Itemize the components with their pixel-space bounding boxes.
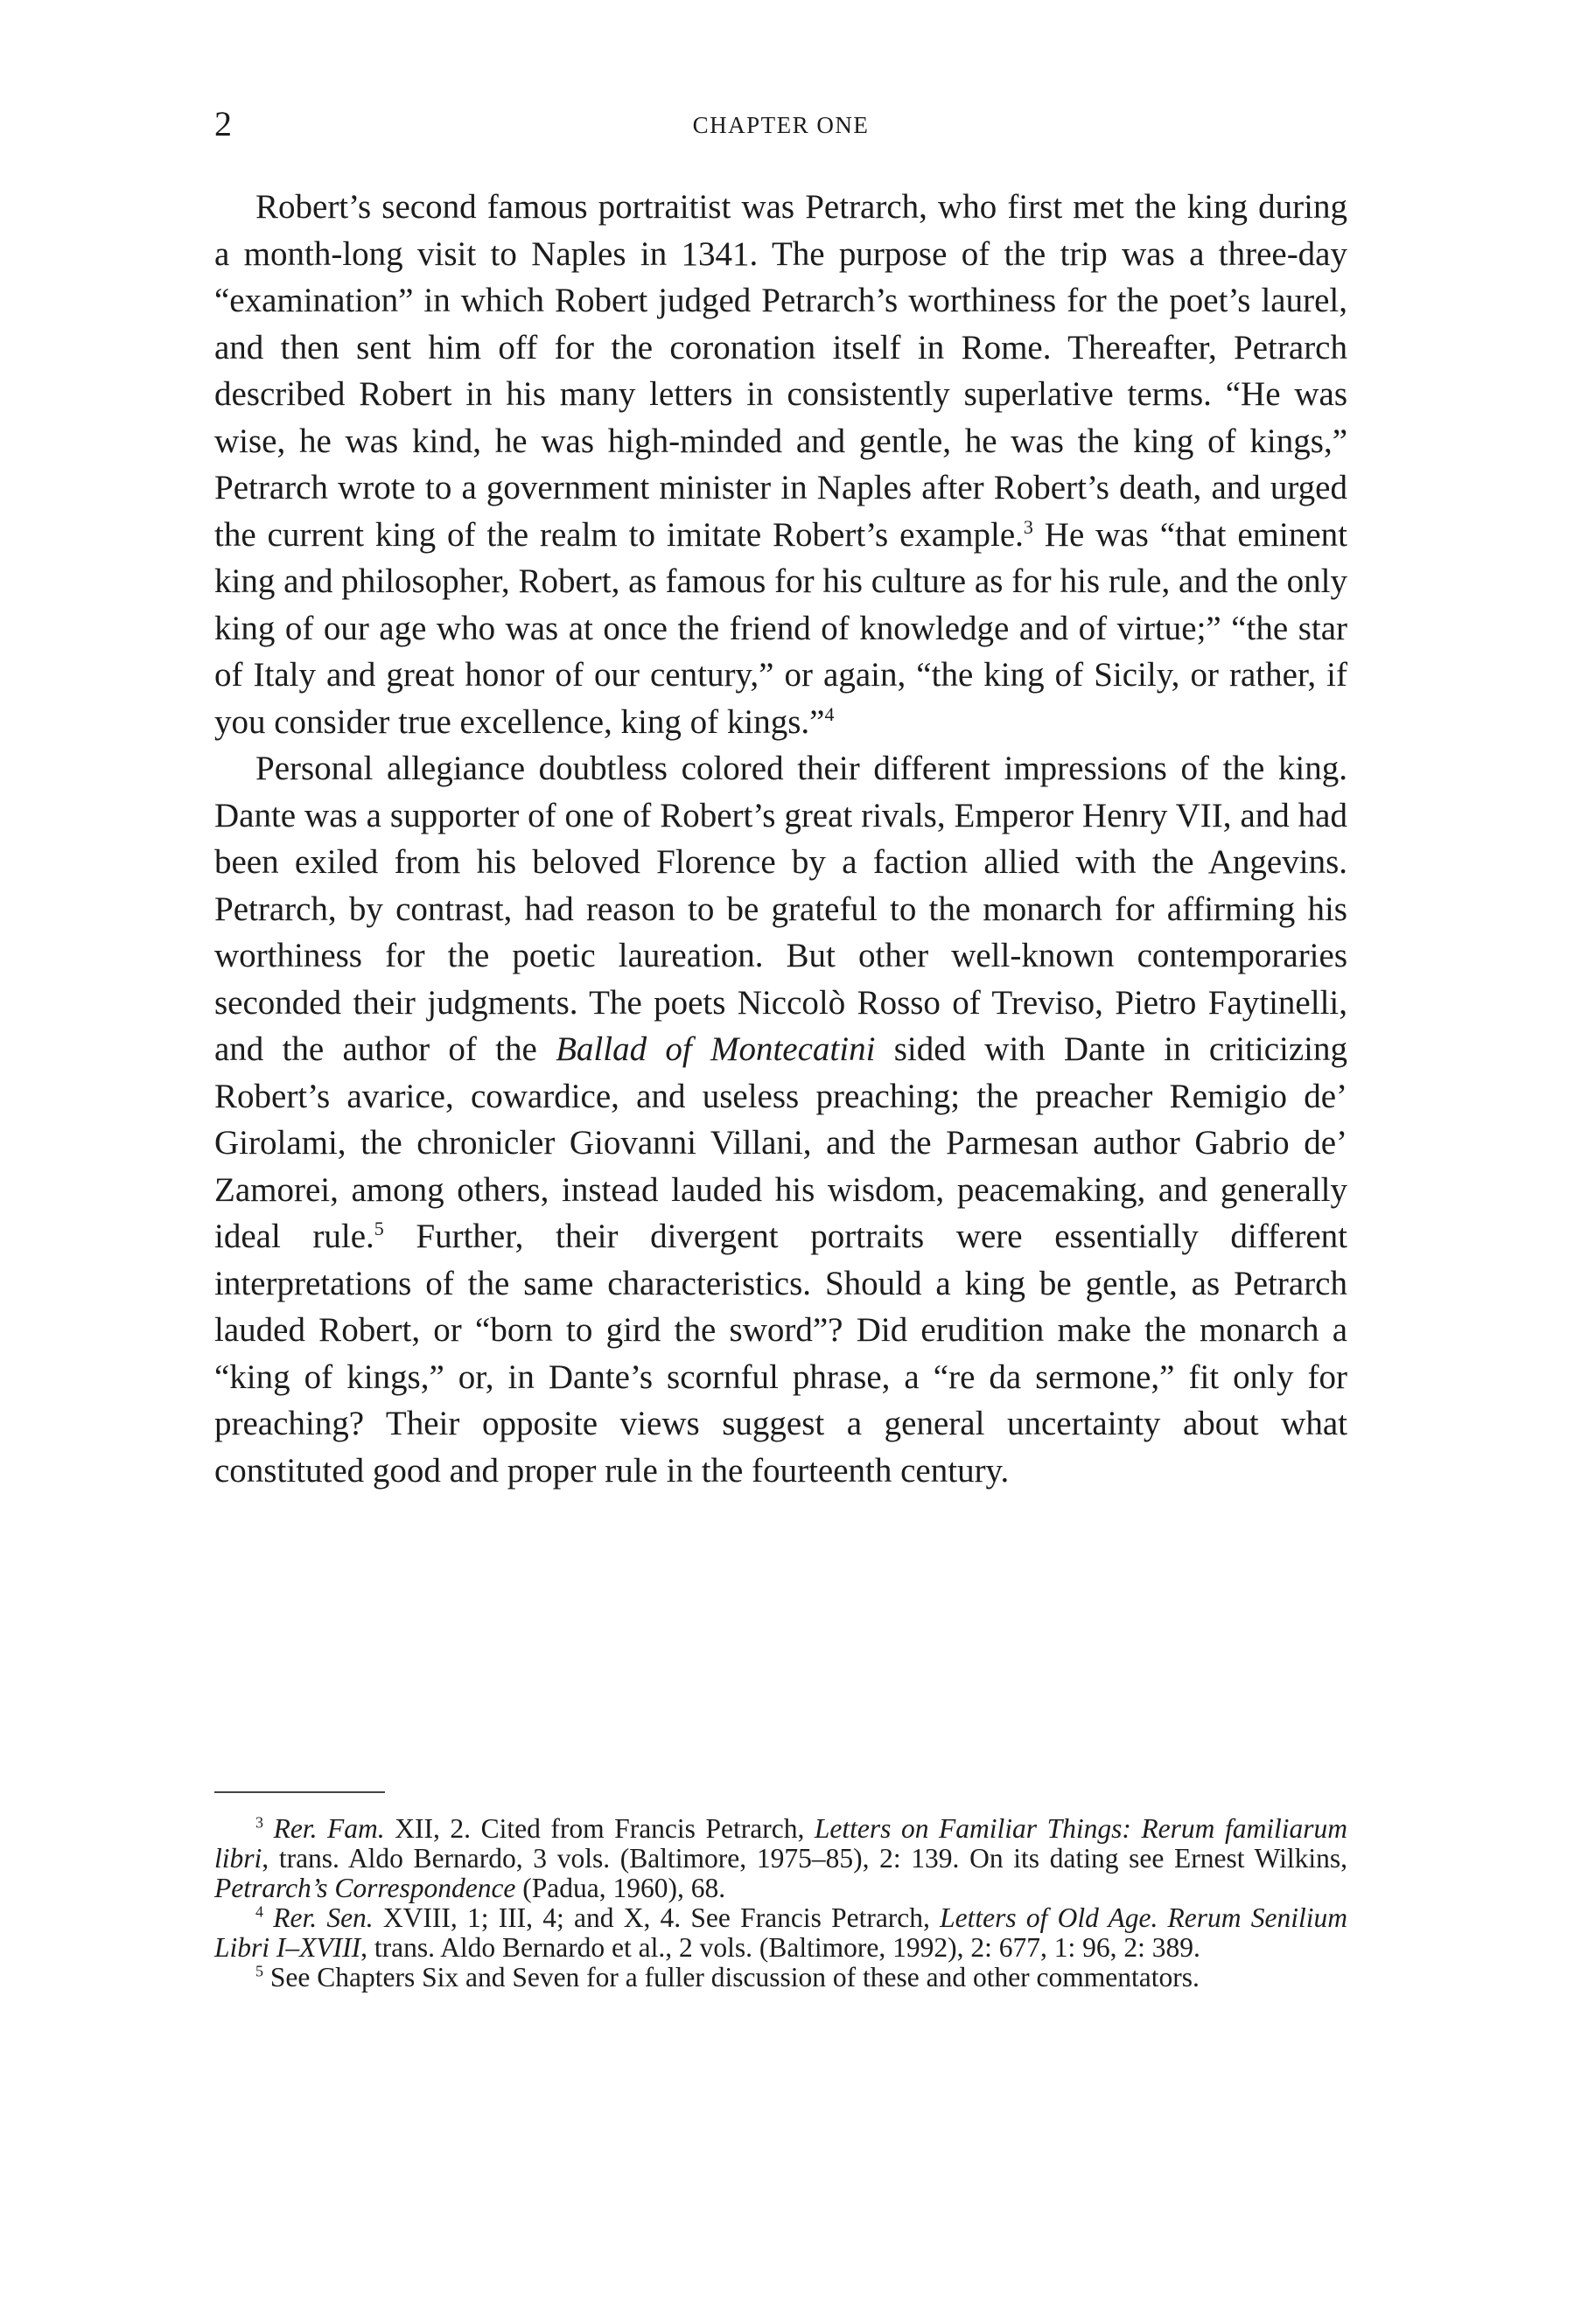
footnote-ref-4[interactable]: 4 <box>824 702 835 725</box>
footnote-number: 3 <box>255 1813 263 1832</box>
footnote-text: See Chapters Six and Seven for a fuller discussion of these and other commentators. <box>263 1962 1200 1992</box>
footnote-divider <box>214 1791 385 1793</box>
paragraph-text: Further, their divergent portraits were essentially different interpretations of the same characteristics. Should a king be gentle, as Petrarch lauded Robert, or “born to gird the sword”? Did erudition make the monarch a “king of kings,” or, in Dante’s scornful phrase, a “re da sermone,” fit only for preaching? Their opposite views suggest a general uncertainty about what constituted good and proper rule in the fourteenth century. <box>214 1218 1347 1490</box>
page-number: 2 <box>214 104 232 143</box>
footnote-4 <box>214 1903 1347 1963</box>
paragraph-text: sided with Dante in criticizing Robert’s avarice, cowardice, and useless preaching; the preacher Remigio de’ Girolami, the chronicler Giovanni Villani, and the Parmesan author Gabrio de’ Zamorei, among others, instead lauded his wisdom, peacemaking, and generally ideal rule. <box>214 1030 1347 1255</box>
footnote-ref-3[interactable]: 3 <box>1023 515 1033 538</box>
paragraph-text: Robert’s second famous portraitist was Petrarch, who first met the king during a month-long visit to Naples in 1341. The purpose of the trip was a three-day “examination” in which Robert judged Petrarch’s worthiness for the poet’s laurel, and then sent him off for the coronation itself in Rome. Thereafter, Petrarch described Robert in his many letters in consistently superlative terms. “He was wise, he was kind, he was high-minded and gentle, he was the king of kings,” Petrarch wrote to a government minister in Naples after Robert’s death, and urged the current king of the realm to imitate Robert’s example. <box>214 188 1347 554</box>
footnote-ref-5[interactable]: 5 <box>374 1218 384 1239</box>
footnote-italic: Letters of Old Age. Rerum Senilium Libri I–XVIII <box>214 1902 1347 1963</box>
paragraph-2 <box>214 745 1347 1494</box>
paragraph-1 <box>214 184 1347 745</box>
footnote-italic: Petrarch’s Correspondence <box>214 1873 516 1903</box>
footnote-text: (Padua, 1960), 68. <box>515 1873 726 1903</box>
work-title: Ballad of Montecatini <box>556 1030 876 1068</box>
footnote-italic: Rer. Sen. <box>273 1902 374 1933</box>
chapter-title: CHAPTER ONE <box>692 112 870 138</box>
footnote-3 <box>214 1814 1347 1903</box>
running-head <box>214 98 1347 150</box>
main-text <box>214 184 1347 1494</box>
paragraph-text: He was “that eminent king and philosopher, Robert, as famous for his culture as for his rule, and the only king of our age who was at once the friend of knowledge and of virtue;” “the star of Italy and great honor of our century,” or again, “the king of Sicily, or rather, if you consider true excellence, king of kings.” <box>214 515 1347 741</box>
footnotes <box>214 1814 1347 1992</box>
paragraph-text: Personal allegiance doubtless colored their different impressions of the king. Dante was a supporter of one of Robert’s great rivals, Emperor Henry VII, and had been exiled from his beloved Florence by a faction allied with the Angevins. Petrarch, by contrast, had reason to be grateful to the monarch for affirming his worthiness for the poetic laureation. But other well-known contemporaries seconded their judgments. The poets Niccolò Rosso of Treviso, Pietro Faytinelli, and the author of the <box>214 750 1347 1068</box>
footnote-text: , trans. Aldo Bernardo, 3 vols. (Baltimore, 1975–85), 2: 139. On its dating see Ernest Wilkins, <box>262 1843 1347 1874</box>
footnote-5 <box>214 1963 1347 1992</box>
footnote-text: XVIII, 1; III, 4; and X, 4. See Francis Petrarch, <box>373 1902 941 1933</box>
footnote-italic: Letters on Familiar Things: Rerum familiarum libri <box>214 1813 1348 1874</box>
footnote-italic: Rer. Fam. <box>273 1813 385 1844</box>
footnote-text: XII, 2. Cited from Francis Petrarch, <box>384 1813 815 1844</box>
footnote-text: , trans. Aldo Bernardo et al., 2 vols. (Baltimore, 1992), 2: 677, 1: 96, 2: 389. <box>360 1932 1200 1963</box>
footnote-number: 4 <box>255 1902 263 1921</box>
footnote-number: 5 <box>255 1962 263 1980</box>
